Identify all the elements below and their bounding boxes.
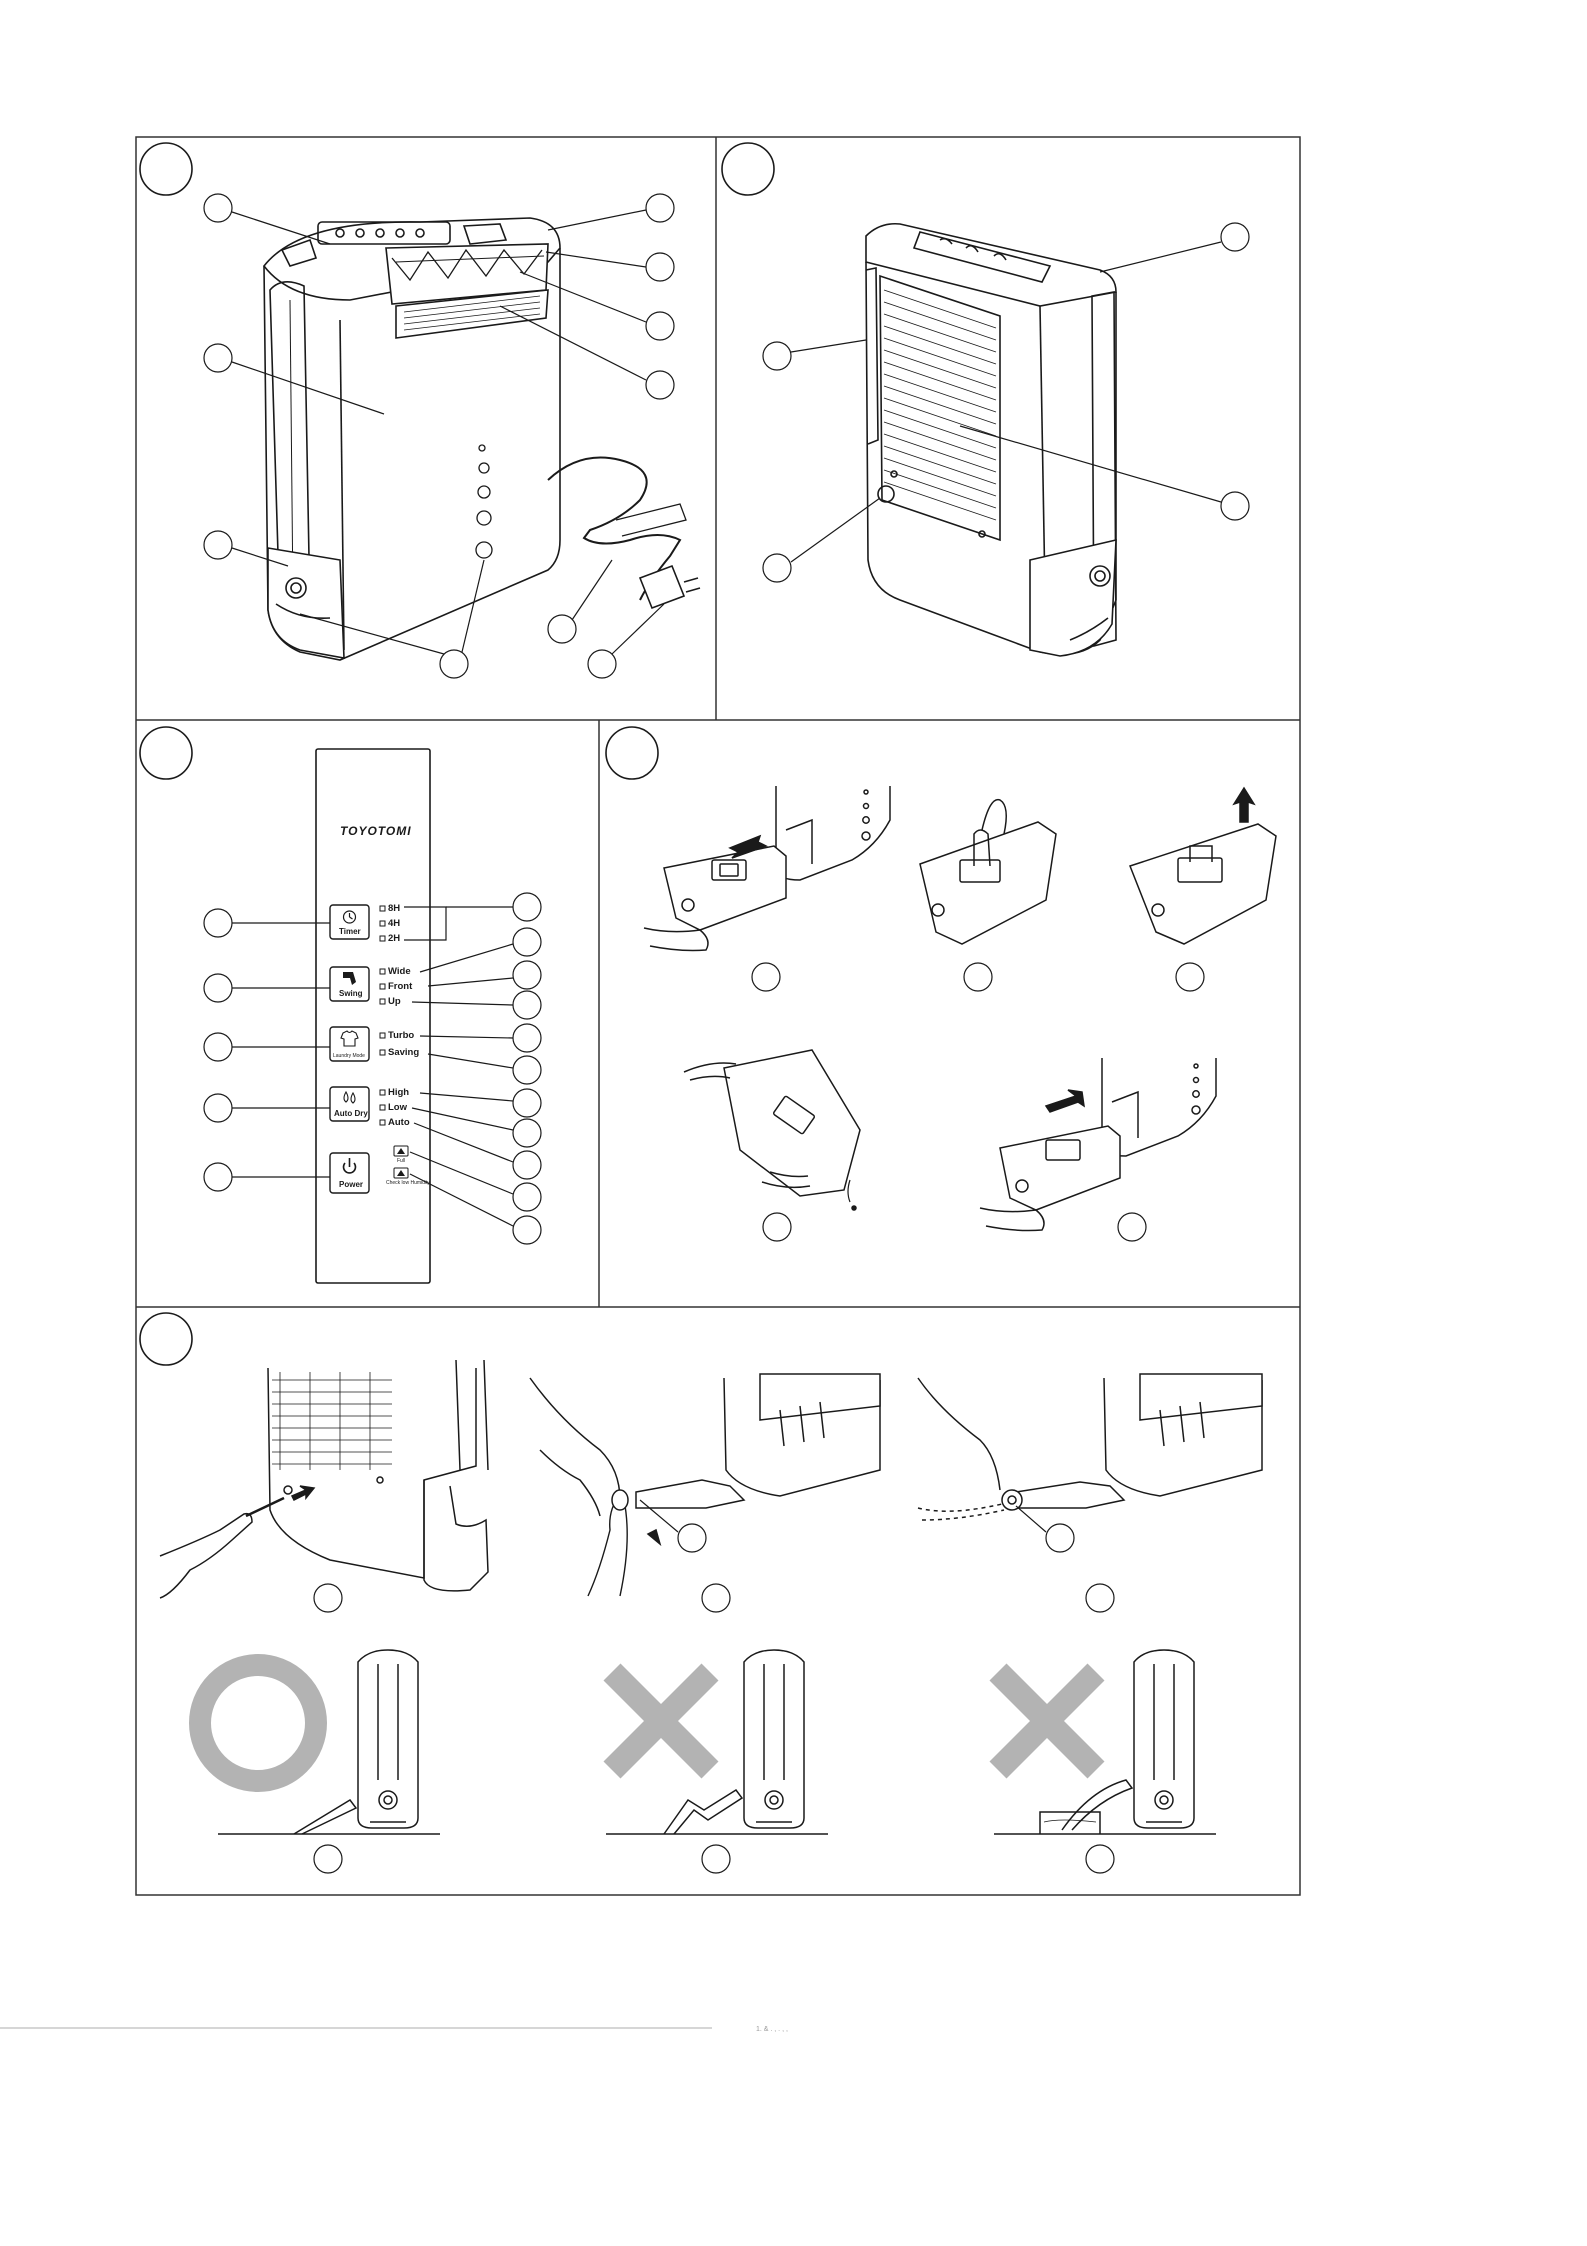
placement-incorrect-example-2 <box>994 1650 1216 1834</box>
panel-3-left-callouts <box>204 909 330 1191</box>
swing-button-label: Swing <box>339 989 363 998</box>
indicator-up-led <box>380 999 385 1004</box>
indicator-8h-led <box>380 906 385 911</box>
panel-number-circles <box>140 143 774 1365</box>
panel-5-drain-hose <box>160 1360 1262 1873</box>
swing-button[interactable] <box>330 967 369 1001</box>
check-low-humidity-label: Check low Humidity <box>386 1180 430 1186</box>
placement-callout-circles <box>314 1845 1114 1873</box>
auto-dry-button-label: Auto Dry <box>334 1109 368 1118</box>
indicator-front-led <box>380 984 385 989</box>
indicator-4h-label: 4H <box>388 918 401 929</box>
panel-3-control-panel <box>204 749 541 1283</box>
indicator-front-label: Front <box>388 981 413 992</box>
step-hose-connected <box>918 1374 1262 1520</box>
indicator-wide-label: Wide <box>388 966 411 977</box>
dehumidifier-front-illustration <box>264 218 700 660</box>
timer-button-label: Timer <box>339 927 361 936</box>
indicator-high-led <box>380 1090 385 1095</box>
step-attach-hose <box>530 1374 880 1596</box>
panel-4-water-tank <box>644 786 1276 1241</box>
panel-3-circle <box>140 727 192 779</box>
incorrect-mark-cross <box>998 1672 1096 1770</box>
panel-5-circle <box>140 1313 192 1365</box>
indicator-auto-led <box>380 1120 385 1125</box>
dehumidifier-rear-illustration <box>866 224 1116 656</box>
indicator-auto-label: Auto <box>388 1117 410 1128</box>
footer-scan-artifact <box>0 2026 788 2033</box>
indicator-4h-led <box>380 921 385 926</box>
figure-frame <box>136 137 1300 1895</box>
step-tank-insert <box>980 1058 1216 1231</box>
incorrect-mark-cross <box>612 1672 710 1770</box>
indicator-turbo-led <box>380 1033 385 1038</box>
correct-mark-circle <box>200 1665 316 1781</box>
step-remove-drain-cap <box>160 1360 488 1598</box>
indicator-wide-led <box>380 969 385 974</box>
timer-button[interactable] <box>330 905 369 939</box>
placement-incorrect-example-1 <box>606 1650 828 1834</box>
indicator-8h-label: 8H <box>388 903 401 914</box>
panel-1-circle <box>140 143 192 195</box>
indicator-saving-led <box>380 1050 385 1055</box>
indicator-low-led <box>380 1105 385 1110</box>
panel-1-front-view <box>204 194 700 678</box>
auto-dry-button[interactable] <box>330 1087 369 1121</box>
step-tank-empty <box>684 1050 860 1210</box>
panel-4-circle <box>606 727 658 779</box>
footer-scan-text: 1. & . , . , , <box>756 2026 788 2033</box>
step-tank-handle <box>920 800 1056 944</box>
indicator-turbo-label: Turbo <box>388 1030 415 1041</box>
power-button[interactable] <box>330 1153 369 1193</box>
laundry-mode-button-label: Laundry Mode <box>333 1053 365 1059</box>
panel-5-step-circles <box>314 1500 1114 1612</box>
indicator-2h-led <box>380 936 385 941</box>
panel-2-rear-view <box>763 223 1249 656</box>
tank-full-label: Full <box>397 1158 406 1164</box>
indicator-high-label: High <box>388 1087 410 1098</box>
indicator-saving-label: Saving <box>388 1047 420 1058</box>
panel-2-circle <box>722 143 774 195</box>
indicator-up-label: Up <box>388 996 401 1007</box>
brand-logo: TOYOTOMI <box>340 824 412 838</box>
power-button-label: Power <box>339 1180 364 1189</box>
indicator-low-label: Low <box>388 1102 407 1113</box>
placement-correct-example <box>200 1650 440 1834</box>
step-tank-pull-out <box>644 786 890 951</box>
step-tank-lift <box>1130 788 1276 944</box>
laundry-mode-button[interactable] <box>330 1027 369 1061</box>
indicator-2h-label: 2H <box>388 933 401 944</box>
